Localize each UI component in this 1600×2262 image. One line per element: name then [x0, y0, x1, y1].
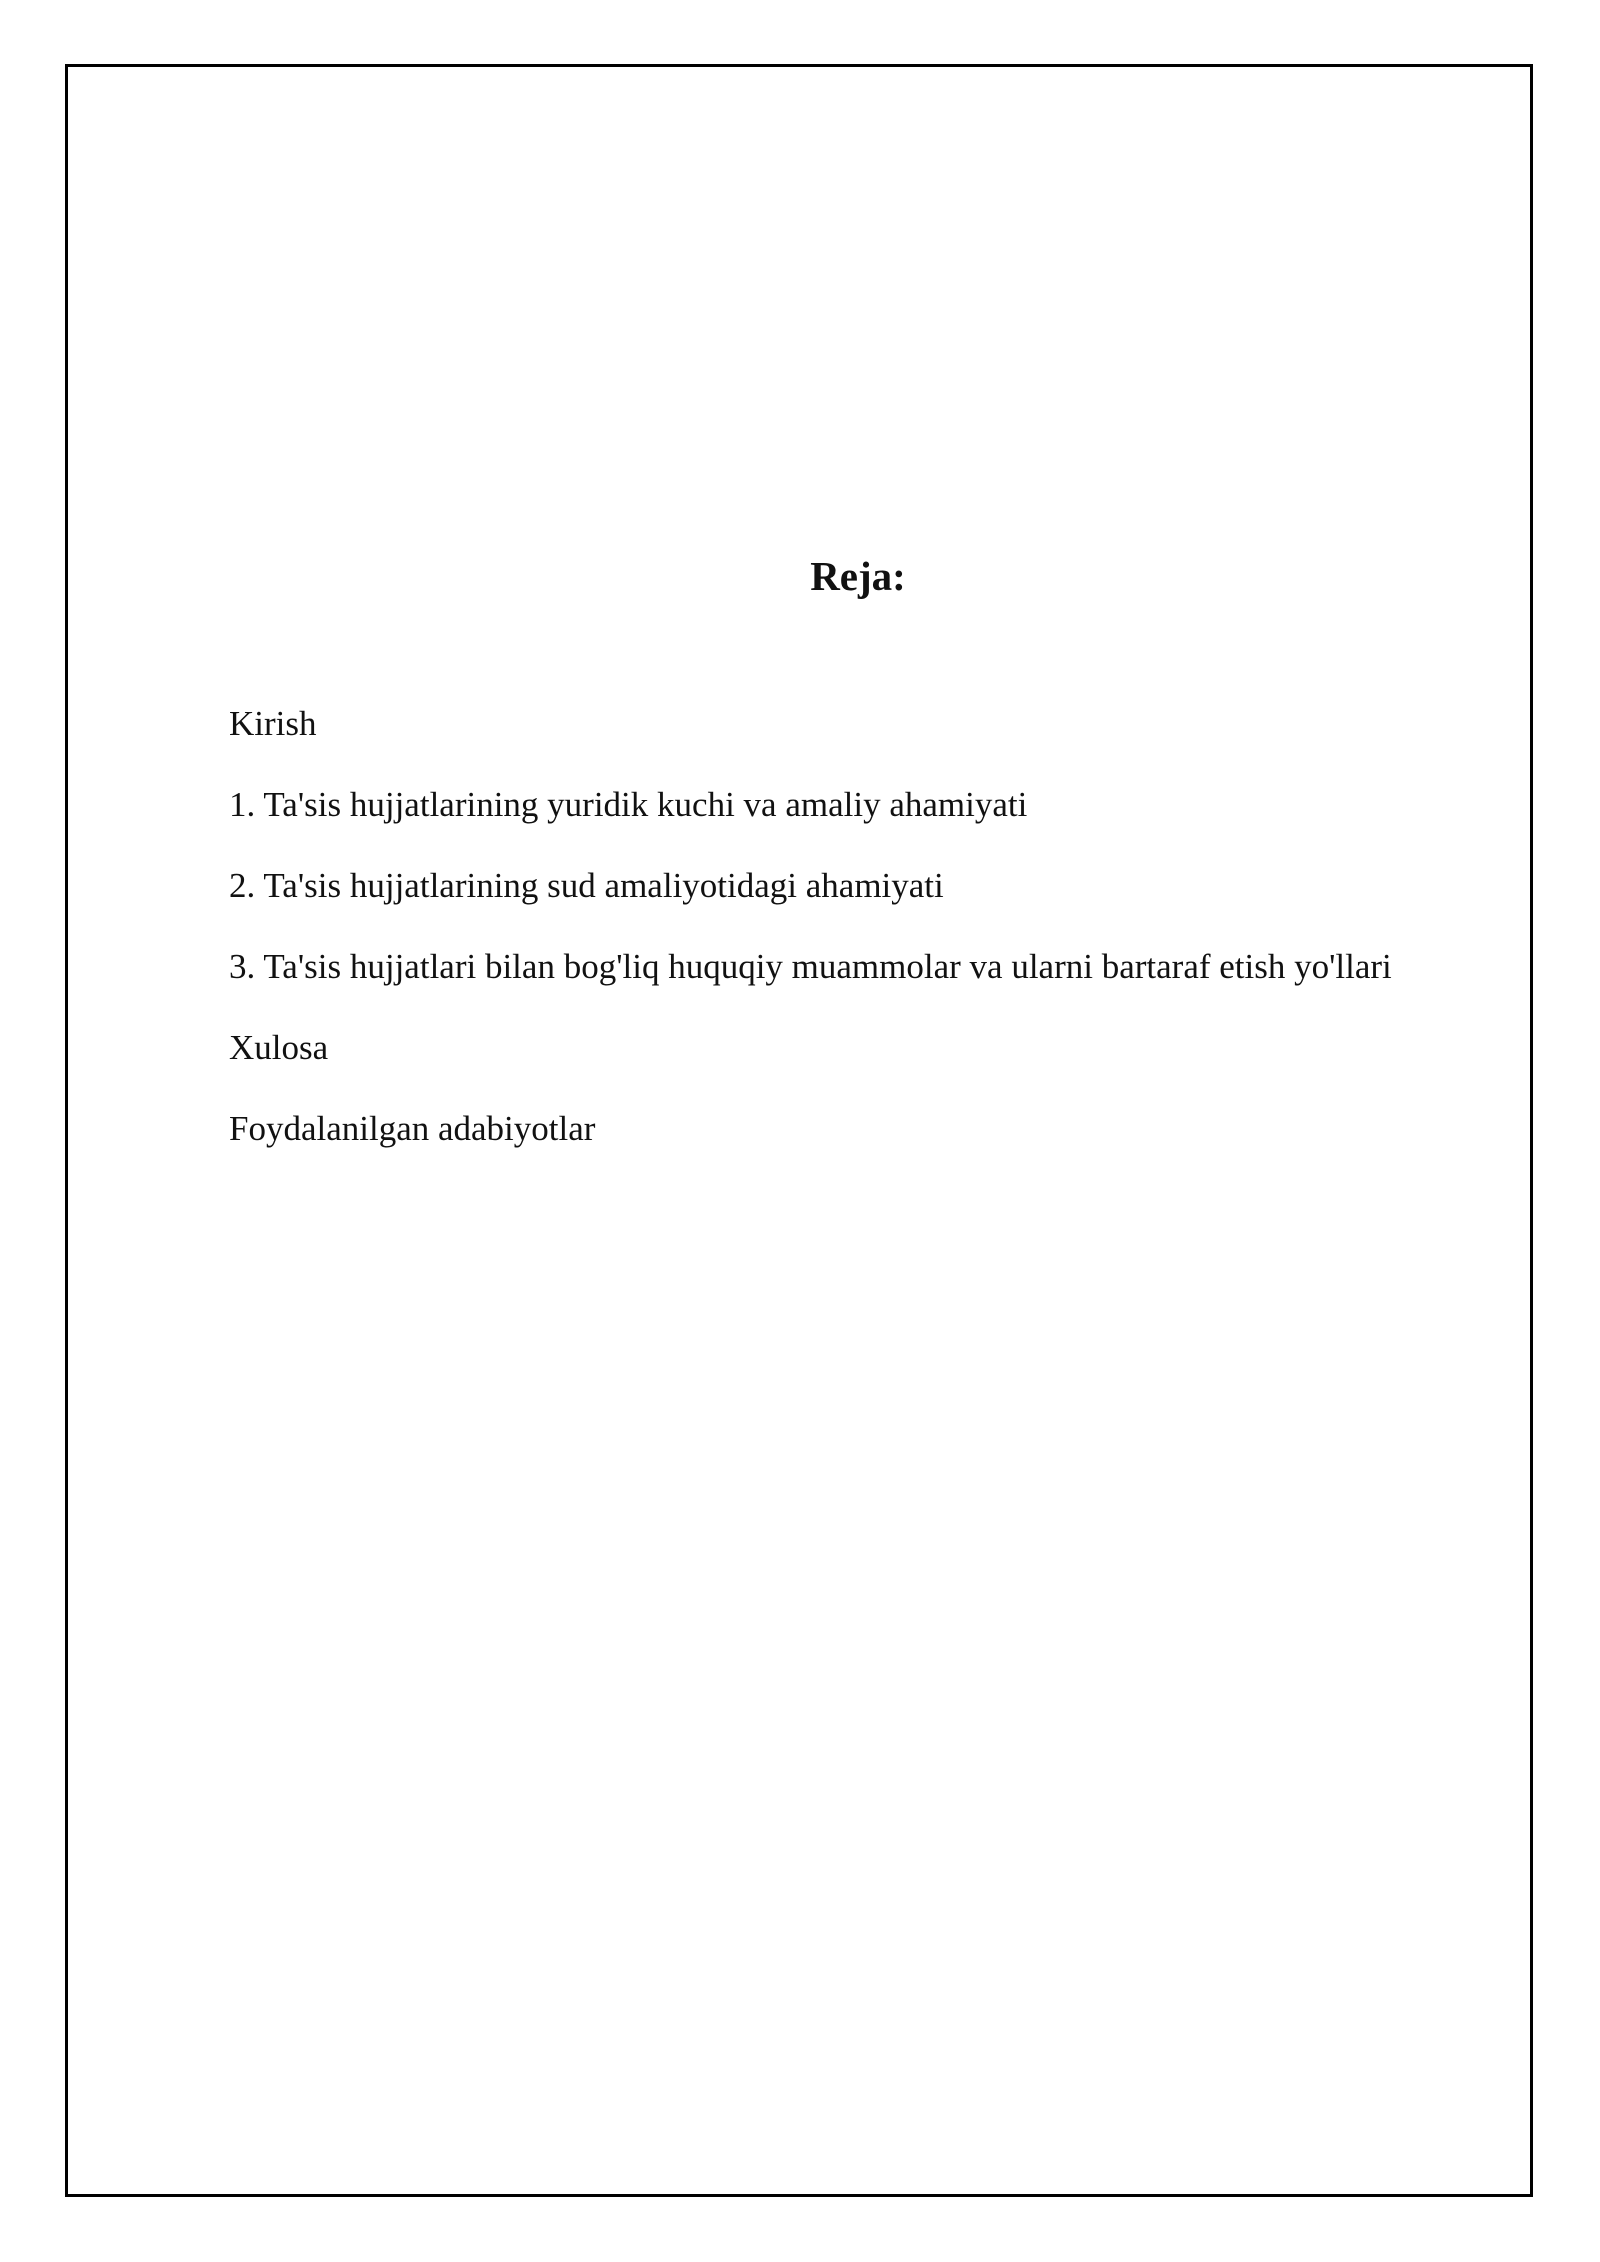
plan-item-conclusion: Xulosa	[229, 1028, 329, 1067]
plan-item-references: Foydalanilgan adabiyotlar	[229, 1109, 596, 1148]
plan-item-1: 1. Ta'sis hujjatlarining yuridik kuchi va amaliy ahamiyati	[229, 785, 1028, 824]
plan-title: Reja:	[810, 553, 906, 599]
plan-item-2: 2. Ta'sis hujjatlarining sud amaliyotidagi ahamiyati	[229, 866, 944, 905]
plan-item-introduction: Kirish	[229, 704, 317, 743]
plan-item-3: 3. Ta'sis hujjatlari bilan bog'liq huquqiy muammolar va ularni bartaraf etish yo'llari	[229, 947, 1392, 986]
plan-list	[229, 700, 1392, 1186]
